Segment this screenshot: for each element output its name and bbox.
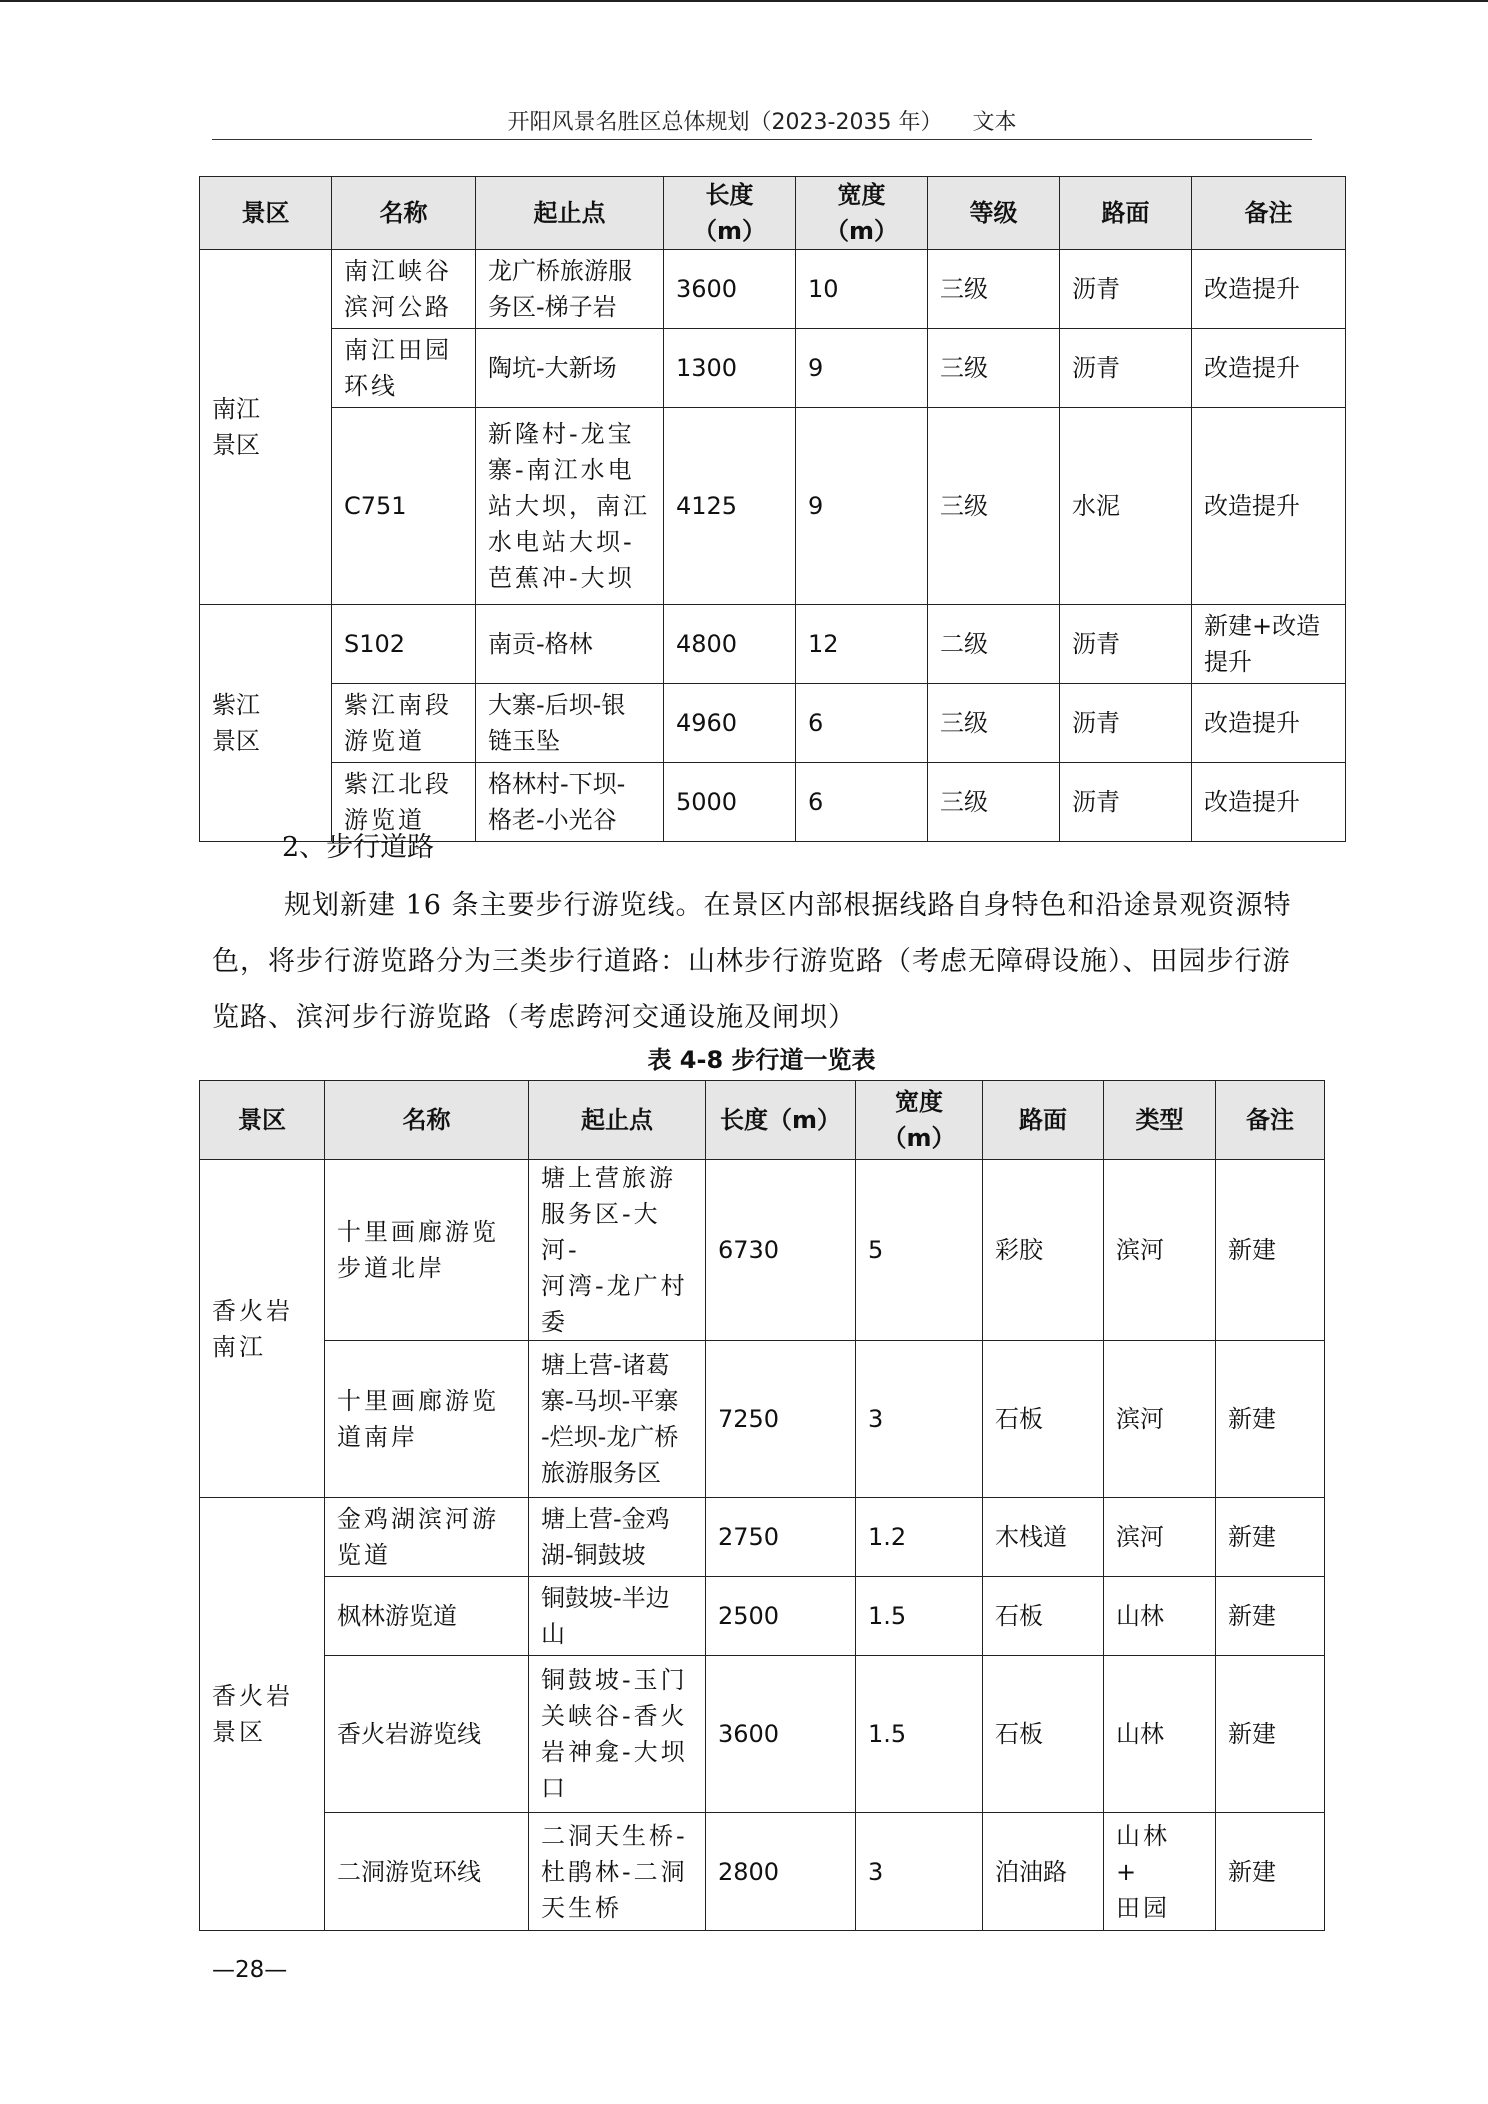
route-cell: 新隆村-龙宝 寨-南江水电 站大坝，南江 水电站大坝- 芭蕉冲-大坝 bbox=[476, 408, 664, 605]
type-cell: 山林 + 田园 bbox=[1104, 1813, 1216, 1931]
length-cell: 2800 bbox=[706, 1813, 856, 1931]
column-header: 类型 bbox=[1104, 1081, 1216, 1160]
surface-cell: 水泥 bbox=[1060, 408, 1192, 605]
surface-cell: 彩胶 bbox=[983, 1160, 1104, 1341]
route-cell: 二洞天生桥- 杜鹃林-二洞 天生桥 bbox=[529, 1813, 706, 1931]
table-caption: 表 4-8 步行道一览表 bbox=[647, 1046, 876, 1074]
length-cell: 4960 bbox=[664, 684, 796, 763]
table-row bbox=[200, 605, 1346, 684]
length-cell: 7250 bbox=[706, 1341, 856, 1498]
road-name-cell: 南江田园 环线 bbox=[332, 329, 476, 408]
body-paragraph: 规划新建 16 条主要步行游览线。在景区内部根据线路自身特色和沿途景观资源特色，将步行游览路分为三类步行道路：山林步行游览路（考虑无障碍设施）、田园步行游览路、滨河步行游览路（考虑跨河交通设施及闸坝） bbox=[212, 890, 1292, 1033]
grade-cell: 三级 bbox=[928, 684, 1060, 763]
area-cell: 香火岩 南江 bbox=[200, 1160, 325, 1498]
width-cell: 9 bbox=[796, 329, 928, 408]
table-row bbox=[200, 1341, 1325, 1498]
page-number: —28— bbox=[212, 1957, 288, 1983]
road-name-cell: 南江峡谷 滨河公路 bbox=[332, 250, 476, 329]
column-header: 路面 bbox=[1060, 177, 1192, 250]
grade-cell: 三级 bbox=[928, 408, 1060, 605]
length-cell: 1300 bbox=[664, 329, 796, 408]
surface-cell: 泊油路 bbox=[983, 1813, 1104, 1931]
length-cell: 6730 bbox=[706, 1160, 856, 1341]
vehicle-road-table bbox=[199, 176, 1346, 842]
table-row bbox=[200, 1813, 1325, 1931]
surface-cell: 沥青 bbox=[1060, 763, 1192, 842]
grade-cell: 三级 bbox=[928, 250, 1060, 329]
route-cell: 格林村-下坝- 格老-小光谷 bbox=[476, 763, 664, 842]
route-cell: 塘上营旅游 服务区-大河- 河湾-龙广村 委 bbox=[529, 1160, 706, 1341]
note-cell: 新建 bbox=[1216, 1656, 1325, 1813]
length-cell: 2500 bbox=[706, 1577, 856, 1656]
surface-cell: 石板 bbox=[983, 1341, 1104, 1498]
length-cell: 5000 bbox=[664, 763, 796, 842]
area-cell: 紫江 景区 bbox=[200, 605, 332, 842]
width-cell: 6 bbox=[796, 763, 928, 842]
type-cell: 山林 bbox=[1104, 1577, 1216, 1656]
route-cell: 南贡-格林 bbox=[476, 605, 664, 684]
note-cell: 改造提升 bbox=[1192, 763, 1346, 842]
table-row bbox=[200, 684, 1346, 763]
path-name-cell: 枫林游览道 bbox=[325, 1577, 529, 1656]
note-cell: 新建 bbox=[1216, 1813, 1325, 1931]
path-name-cell: 香火岩游览线 bbox=[325, 1656, 529, 1813]
section-heading: 2、步行道路 bbox=[282, 832, 435, 863]
width-cell: 9 bbox=[796, 408, 928, 605]
column-header: 备注 bbox=[1216, 1081, 1325, 1160]
length-cell: 3600 bbox=[706, 1656, 856, 1813]
route-cell: 塘上营-金鸡 湖-铜鼓坡 bbox=[529, 1498, 706, 1577]
table-row bbox=[200, 1577, 1325, 1656]
width-cell: 12 bbox=[796, 605, 928, 684]
column-header: 等级 bbox=[928, 177, 1060, 250]
length-cell: 4800 bbox=[664, 605, 796, 684]
grade-cell: 三级 bbox=[928, 763, 1060, 842]
note-cell: 新建 bbox=[1216, 1498, 1325, 1577]
path-name-cell: 十里画廊游览 道南岸 bbox=[325, 1341, 529, 1498]
header-divider bbox=[212, 139, 1312, 140]
path-name-cell: 金鸡湖滨河游 览道 bbox=[325, 1498, 529, 1577]
road-name-cell: S102 bbox=[332, 605, 476, 684]
note-cell: 新建 bbox=[1216, 1577, 1325, 1656]
document-title: 开阳风景名胜区总体规划（2023-2035 年） bbox=[507, 110, 943, 135]
page-top-border bbox=[0, 0, 1488, 2]
column-header: 路面 bbox=[983, 1081, 1104, 1160]
length-cell: 2750 bbox=[706, 1498, 856, 1577]
type-cell: 滨河 bbox=[1104, 1160, 1216, 1341]
road-name-cell: 紫江南段 游览道 bbox=[332, 684, 476, 763]
surface-cell: 石板 bbox=[983, 1577, 1104, 1656]
type-cell: 山林 bbox=[1104, 1656, 1216, 1813]
surface-cell: 沥青 bbox=[1060, 329, 1192, 408]
surface-cell: 沥青 bbox=[1060, 250, 1192, 329]
column-header: 宽度（m） bbox=[796, 177, 928, 250]
note-cell: 改造提升 bbox=[1192, 684, 1346, 763]
route-cell: 陶坑-大新场 bbox=[476, 329, 664, 408]
width-cell: 6 bbox=[796, 684, 928, 763]
note-cell: 新建 bbox=[1216, 1160, 1325, 1341]
type-cell: 滨河 bbox=[1104, 1341, 1216, 1498]
route-cell: 塘上营-诸葛 寨-马坝-平寨 -烂坝-龙广桥 旅游服务区 bbox=[529, 1341, 706, 1498]
table-row bbox=[200, 1160, 1325, 1341]
road-name-cell: 紫江北段 游览道 bbox=[332, 763, 476, 842]
table-header-row bbox=[200, 177, 1346, 250]
path-name-cell: 十里画廊游览 步道北岸 bbox=[325, 1160, 529, 1341]
note-cell: 改造提升 bbox=[1192, 250, 1346, 329]
column-header: 长度（m） bbox=[664, 177, 796, 250]
area-cell: 南江 景区 bbox=[200, 250, 332, 605]
route-cell: 铜鼓坡-半边 山 bbox=[529, 1577, 706, 1656]
width-cell: 5 bbox=[856, 1160, 983, 1341]
width-cell: 1.5 bbox=[856, 1577, 983, 1656]
surface-cell: 沥青 bbox=[1060, 684, 1192, 763]
column-header: 名称 bbox=[325, 1081, 529, 1160]
column-header: 景区 bbox=[200, 177, 332, 250]
surface-cell: 木栈道 bbox=[983, 1498, 1104, 1577]
width-cell: 3 bbox=[856, 1341, 983, 1498]
width-cell: 1.5 bbox=[856, 1656, 983, 1813]
grade-cell: 三级 bbox=[928, 329, 1060, 408]
table-row bbox=[200, 329, 1346, 408]
table-row bbox=[200, 408, 1346, 605]
path-name-cell: 二洞游览环线 bbox=[325, 1813, 529, 1931]
section-label: 文本 bbox=[972, 110, 1017, 135]
note-cell: 改造提升 bbox=[1192, 329, 1346, 408]
grade-cell: 二级 bbox=[928, 605, 1060, 684]
table-row bbox=[200, 250, 1346, 329]
table-row bbox=[200, 1498, 1325, 1577]
road-name-cell: C751 bbox=[332, 408, 476, 605]
route-cell: 大寨-后坝-银 链玉坠 bbox=[476, 684, 664, 763]
column-header: 宽度 （m） bbox=[856, 1081, 983, 1160]
table-row bbox=[200, 1656, 1325, 1813]
note-cell: 新建+改造 提升 bbox=[1192, 605, 1346, 684]
column-header: 起止点 bbox=[529, 1081, 706, 1160]
note-cell: 新建 bbox=[1216, 1341, 1325, 1498]
width-cell: 1.2 bbox=[856, 1498, 983, 1577]
width-cell: 10 bbox=[796, 250, 928, 329]
route-cell: 龙广桥旅游服 务区-梯子岩 bbox=[476, 250, 664, 329]
type-cell: 滨河 bbox=[1104, 1498, 1216, 1577]
width-cell: 3 bbox=[856, 1813, 983, 1931]
column-header: 备注 bbox=[1192, 177, 1346, 250]
surface-cell: 沥青 bbox=[1060, 605, 1192, 684]
table-header-row bbox=[200, 1081, 1325, 1160]
route-cell: 铜鼓坡-玉门 关峡谷-香火 岩神龛-大坝 口 bbox=[529, 1656, 706, 1813]
length-cell: 4125 bbox=[664, 408, 796, 605]
walking-path-table bbox=[199, 1080, 1325, 1931]
length-cell: 3600 bbox=[664, 250, 796, 329]
surface-cell: 石板 bbox=[983, 1656, 1104, 1813]
note-cell: 改造提升 bbox=[1192, 408, 1346, 605]
area-cell: 香火岩 景区 bbox=[200, 1498, 325, 1931]
column-header: 名称 bbox=[332, 177, 476, 250]
page-header bbox=[212, 106, 1312, 140]
column-header: 长度（m） bbox=[706, 1081, 856, 1160]
column-header: 起止点 bbox=[476, 177, 664, 250]
column-header: 景区 bbox=[200, 1081, 325, 1160]
